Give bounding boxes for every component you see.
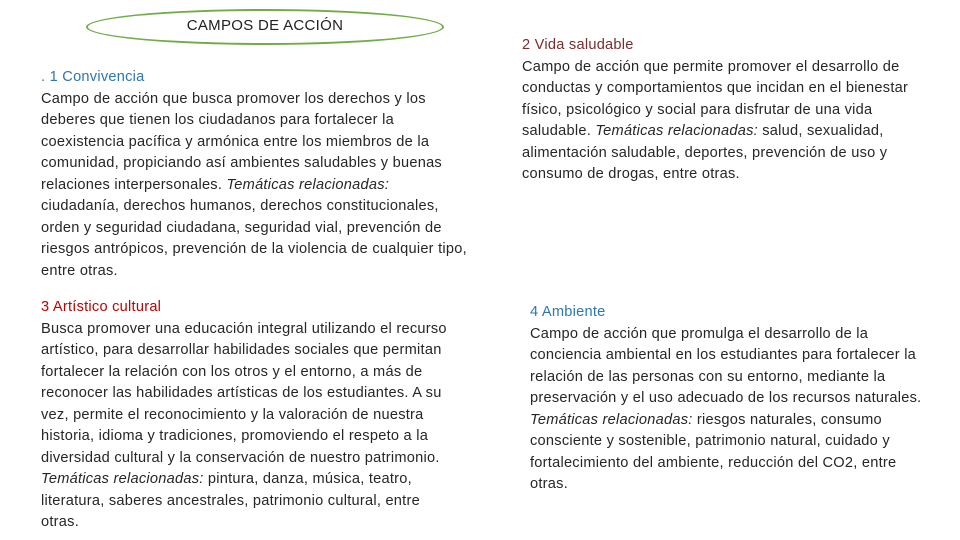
section-themes-label: Temáticas relacionadas: xyxy=(41,471,208,487)
section-themes-label: Temáticas relacionadas: xyxy=(595,123,763,139)
section-body: Campo de acción que promulga el desarrollo de la conciencia ambiental en los estudiantes para fortalecer la relación de las personas con su entorno, mediante la preservación y el uso adecuado de los recursos naturales. xyxy=(530,325,922,406)
section-themes: salud, sexualidad, alimentación saludable, deportes, prevención de uso y consumo de drogas, entre otras. xyxy=(522,123,888,182)
section-themes: pintura, danza, música, teatro, literatura, saberes ancestrales, patrimonio cultural, entre otras. xyxy=(41,471,420,530)
section-artistico-cultural xyxy=(41,297,457,534)
section-convivencia xyxy=(41,67,469,282)
section-body: Busca promover una educación integral utilizando el recurso artístico, para desarrollar habilidades sociales que permitan fortalecer la relación con los otros y el entorno, a más de reconocer las habilidades artísticas de los estudiantes. A su vez, permite el reconocimiento y la valoración de nuestra historia, idioma y tradiciones, promoviendo el respeto a la diversidad cultural y la conservación de nuestro patrimonio. xyxy=(41,320,447,466)
section-ambiente xyxy=(530,302,922,496)
section-heading: 2 Vida saludable xyxy=(522,37,634,53)
section-heading: . 1 Convivencia xyxy=(41,69,145,85)
slide-title: CAMPOS DE ACCIÓN xyxy=(186,17,344,34)
section-themes: riesgos naturales, consumo consciente y sostenible, patrimonio natural, cuidado y fortalecimiento del ambiente, reducción del CO2, entre otras. xyxy=(530,411,897,492)
section-themes-label: Temáticas relacionadas: xyxy=(226,176,390,193)
section-body: Campo de acción que permite promover el desarrollo de conductas y comportamientos que incidan en el bienestar físico, psicológico y social para disfrutar de una vida saludable. xyxy=(522,58,909,139)
section-vida-saludable xyxy=(522,35,922,186)
section-heading: 3 Artístico cultural xyxy=(41,299,162,315)
section-heading: 4 Ambiente xyxy=(530,304,606,320)
section-body: Campo de acción que busca promover los derechos y los deberes que tienen los ciudadanos para fortalecer la coexistencia pacífica y armónica entre los miembros de la comunidad, propiciando así ambientes saludables y buenas relaciones interpersonales. xyxy=(41,90,442,193)
section-themes: ciudadanía, derechos humanos, derechos constitucionales, orden y seguridad ciudadana, seguridad vial, prevención de riesgos antrópicos, prevención de la violencia de cualquier tipo, entre otras. xyxy=(41,198,467,279)
section-themes-label: Temáticas relacionadas: xyxy=(530,411,697,428)
